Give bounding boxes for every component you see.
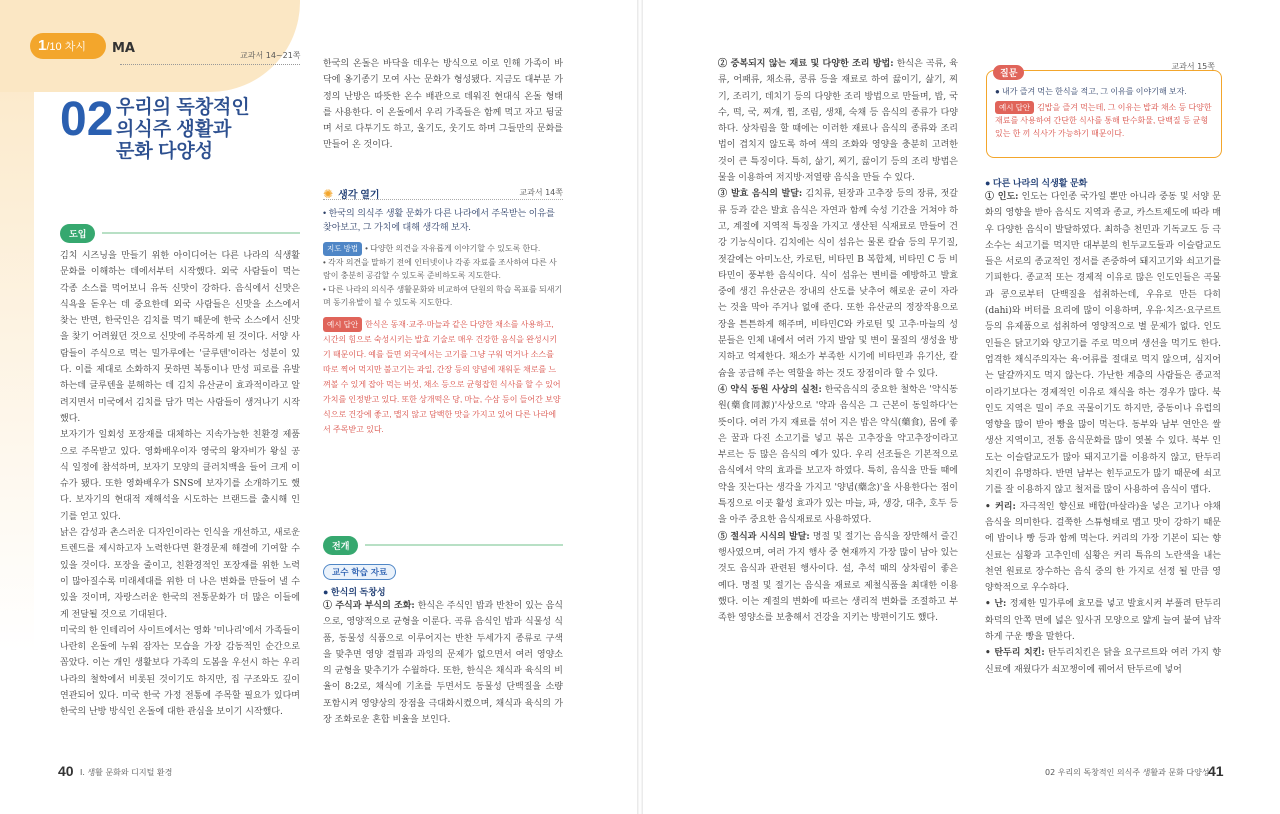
foreign-food-heading: ● 다른 나라의 식생활 문화 (985, 178, 1088, 188)
guide-line: • 각자 의견을 말하기 전에 인터넷이나 각종 자료를 조사하여 다른 사람이 충분히 공감할 수 있도록 준비하도록 지도한다. (323, 257, 557, 280)
think-answer (323, 317, 563, 437)
question-box (986, 62, 1222, 158)
hansik-item (323, 598, 563, 728)
question-answer (995, 101, 1215, 140)
foreign-item (985, 499, 1221, 597)
lightbulb-icon: ✺ (323, 187, 334, 201)
intro-tag: 도입 (60, 224, 95, 243)
hansik-heading: ● 한식의 독창성 (323, 587, 386, 597)
development-body (323, 560, 563, 728)
item-label: ① 인도: (985, 192, 1019, 202)
item-label: ⑤ 절식과 시식의 발달: (718, 531, 810, 542)
item-text: 명절 및 절기는 음식을 장만해서 즐긴 행사였으며, 여러 가지 행사 중 현재까지 가장 많이 남아 있는 것도 음식과 관련된 행사이다. 설, 추석 때의 상차림이 좋은 예다. 명절 및 절기는 음식을 재료로 제철식품을 최대한 이용했다. 이는 계절의 변화에 따르는 생리적 변화를 조절하고 부족한 영양소를 보충해서 건강을 지키는 방편이기도 했다. (718, 531, 958, 624)
think-box (323, 183, 563, 437)
intro-body (60, 248, 300, 721)
item-label: • 난: (985, 599, 1007, 610)
answer-text: 한식은 동재·교주·마늘과 같은 다양한 채소를 사용하고, 시간의 힘으로 숙성시키는 발효 기술로 매우 건강한 음식을 완성시키기 때문이다. 예를 들면 외국에서는 고기를 그냥 구워 먹거나 소스를 따로 찍어 먹지만 불고기는 과일, 간장 등의 양념에 재워둔 채로를 느껴볼 수 있게 잡아 먹는 버섯, 채소 등으로 균형잡힌 식사를 할 수 있어 가치를 인정받고 있다. 또한 상개떡은 당, 마늘, 수삼 등이 들어간 보양식으로 건강에 좋고, 맵지 않고 담백한 맛을 가지고 있어 다른 나라에서 주목받고 있다. (323, 319, 561, 434)
item-label: • 커리: (985, 501, 1016, 512)
book-gutter (637, 0, 643, 814)
col2-top-text (323, 56, 563, 154)
item-text: 한식은 곡류, 육류, 어패류, 채소류, 콩류 등을 재료로 하여 끓이기, 삶기, 찌기, 조리기, 데치기 등의 다양한 조리 방법으로 만들며, 밥, 국수, 떡, 국, 찌개, 찜, 조림, 생채, 숙채 등 음식의 종류가 다양하다. 상차림을 할 때에는 이러한 재료나 음식의 종류와 조리법이 겹치지 않도록 하여 색의 조화와 영양을 충분히 고려한 것이 큰 특징이다. 특히, 삶기, 찌기, 끓이기 등의 조리 방법은 물을 이용하여 저지방·저열량 음식을 만들 수 있다. (718, 59, 958, 184)
publisher-logo-icon: MA (112, 41, 135, 56)
lesson-badge (30, 33, 106, 59)
development-tag: 전개 (323, 536, 358, 555)
guide-text: • 다양한 의견을 자유롭게 이야기할 수 있도록 한다. (365, 244, 541, 253)
item-text: 한국음식의 중요한 철학은 '약식동원(藥食同源)'사상으로 '약과 음식은 그 근본이 동일하다'는 뜻이다. 여러 가지 재료를 섞어 지은 밥은 약식(藥食), 몸에 좋은 꿀과 다진 소고기를 넣고 볶은 고추장을 약고추장이라고 부르는 등 많은 음식의 예가 있다. 우리 선조들은 기본적으로 음식에서 약의 효과를 보고자 하였다. 특히, 음식을 만들 때에 약을 짓는다는 생각을 가지고 '양념(藥念)'을 사용한다는 점이 특징으로 이곳 활성 효과가 있는 마늘, 파, 생강, 대추, 호두 등을 아주 중요한 음식재료로 사용하였다. (718, 384, 959, 526)
page-title: 우리의 독창적인 의식주 생활과 문화 다양성 (116, 97, 250, 162)
think-header (323, 183, 563, 200)
answer-text: 김밥을 즐겨 먹는데, 그 이유는 밥과 채소 등 다양한 재료를 사용하여 간단한 식사를 통해 탄수화물, 단백질 등 균형 있는 한 끼 식사가 가능하기 때문이다. (995, 103, 1212, 138)
foreign-item (985, 596, 1221, 645)
answer-line (323, 317, 563, 437)
hansik-item (718, 56, 958, 186)
item-label: ③ 발효 음식의 발달: (718, 189, 803, 200)
guide-badge: 지도 방법 (323, 242, 362, 256)
textbook-ref-think: 교과서 14쪽 (519, 188, 563, 197)
item-text: 김치류, 된장과 고추장 등의 장류, 젓갈류 등과 같은 발효 음식은 자연과 함께 숙성 기간을 거쳐야 하고, 계절에 지역적 특징을 가지고 생산된 식재료로 만들어 건강 기능식이다. 김치에는 식이 섬유는 물론 칼슘 등의 무기질, 젓갈에는 아미노산, 카로틴, 비타민 B 복합체, 비타민 C 등 비타민이 풍부한 음식이다. 식이 섬유는 변비를 예방하고 발효 중에 생긴 유산균은 장내의 산도를 낮추어 해로운 균이 자라는 것을 막아 주거나 없애 준다. 또한 유산균의 정장작용으로 장을 튼튼하게 해주며, 비타민C와 카로틴 및 고추·마늘의 성분들은 인체 내에서 여러 가지 발암 및 변이 물질의 생성을 방지하고 억제한다. 채소가 부족한 시기에 비타민과 유기산, 칼슘을 공급해 주는 역할을 하는 것도 장점이라 할 수 있다. (718, 189, 958, 379)
intro-paragraph: 낡은 감성과 촌스러운 디자인이라는 인식을 개선하고, 새로운 트렌드를 제시하고자 노력한다면 환경문제 해결에 기여할 수 있을 것이다. 포장을 줄이고, 친환경적인 포장재를 위한 노력이 많아질수록 미래세대를 위한 더 나은 변화를 만들어 낼 수 있을 것이며, 자랑스러운 한국의 전통문화가 더 많은 이들에게 전달될 것으로 기대된다. (60, 528, 300, 620)
left-footer-text: Ⅰ. 생활 문화와 디지털 환경 (80, 768, 173, 777)
item-label: ④ 약식 동원 사상의 실천: (718, 384, 822, 395)
left-page-number: 40 (58, 763, 74, 779)
item-label: ② 중복되지 않는 재료 및 다양한 조리 방법: (718, 59, 894, 69)
item-text: 인도는 다인종 국가일 뿐만 아니라 중동 및 서양 문화의 영향을 받아 음식도 지역과 종교, 카스트제도에 따라 매우 다양한 음식이 발달하였다. 최하층 천민과 기독교도 등 극소수는 쇠고기를 먹지만 대부분의 힌두교도들과 이슬람교도들은 서로의 종교적인 정서를 존중하여 돼지고기와 쇠고기를 기피한다. 종교적 또는 경제적 이유로 많은 인도인들은 곡물과 콩으로부터 단백질을 섭취하는데, 우유로 만든 다히(dahi)와 버터를 요리에 많이 이용하며, 우유·치즈·요구르트 등의 유제품으로 섭취하여 영양적으로 별 문제가 없다. 인도인들은 닭고기와 양고기를 주로 먹으며 생선을 먹기도 한다. 엄격한 채식주의자는 육·어류를 절대로 먹지 않으며, 심지어는 달걀까지도 먹지 않는다. 가난한 계층의 사람들은 종교적이라기보다는 경제적인 이유로 채식을 하는 경우가 많다. 북인도 지역은 밀이 주요 곡물이기도 하지만, 중동이나 유럽의 영향을 많이 받아 빵을 많이 먹는다. 동부와 남부 연안은 쌀 생산 지역이고, 전통 음식문화를 많이 엿볼 수 있다. 북부 인도는 이슬람교도가 많아 돼지고기를 이용하지 않고, 탄두리치킨이 유명하다. 반면 남부는 힌두교도가 많기 때문에 쇠고기를 잘 이용하지 않고 철저를 많이 사용하여 음식이 맵다. (985, 192, 1221, 496)
item-text: 자극적인 향신료 배합(마살라)을 넣은 고기나 야채 음식을 의미한다. 걸쭉한 스튜형태로 맵고 맛이 강하기 때문에 밥이나 빵 등과 함께 먹는다. 커리의 가장 기본이 되는 향신료는 심황과 고추인데 심황은 커리 특유의 노란색을 내는 천연 원료로 장수하는 음식 중의 한 가지로 선정 될 만큼 영양학적으로 우수하다. (985, 501, 1221, 594)
answer-badge: 예시 답안 (995, 101, 1034, 114)
think-title: 생각 열기 (338, 190, 380, 201)
intro-paragraph: 보자기가 일회성 포장재를 대체하는 지속가능한 친환경 제품으로 주목받고 있다. 영화배우이자 영국의 왕자비가 왕실 공식 일정에 참석하며, 보자기 모양의 클러치백을 들어 크게 이슈가 됐다. 또한 영화배우가 SNS에 보자기를 소개하기도 했다. 보자기의 현대적 재해석을 시도하는 브랜드를 출시해 인기를 얻고 있다. (60, 430, 300, 522)
item-text: 정제한 밀가루에 효모를 넣고 발효시켜 부풀려 탄두리 화덕의 안쪽 면에 넓은 잎사귀 모양으로 얇게 늘여 붙여 납작하게 구운 빵을 말한다. (985, 599, 1222, 643)
section-number: 02 (60, 93, 114, 146)
intro-paragraph: 김치 시즈닝을 만들기 위한 아이디어는 다른 나라의 식생활 문화를 이해하는 데에서부터 시작했다. 외국 사람들이 먹는 각종 소스를 먹어보니 유독 신맛이 강하다. 음식에서 신맛은 식욕을 돋우는 데 중요한데 외국 사람들은 신맛을 소스에서 찾는 반면, 한국인은 김치를 먹기 때문에 한국 소스에서 신맛을 찾기 어려웠던 것으로 신맛에 주목하게 된 것이다. 서양 사람들이 주식으로 먹는 밀가루에는 '글루텐'이라는 성분이 있다. 이를 제대로 소화하지 못하면 복통이나 만성 피로를 유발하는데 글루텐을 분해하는 데 김치 유산균이 효과적이라고 알려지면서 미국에서 김치를 담가 먹는 사람들이 생겨나기 시작했다. (60, 251, 300, 424)
item-label: • 탄두리 치킨: (985, 648, 1045, 659)
right-page-number: 41 (1208, 763, 1224, 779)
lesson-total: /10 차시 (46, 41, 86, 53)
foreign-item (985, 645, 1221, 678)
col4-body (985, 176, 1221, 678)
guide-line: • 다른 나라의 의식주 생활문화와 비교하여 단원의 학습 목표를 되새기며 동기유발이 될 수 있도록 지도한다. (323, 284, 563, 307)
intro-paragraph: 미국의 한 인테리어 사이트에서는 영화 '미나리'에서 가족들이 나란히 온돌에 누워 잠자는 모습을 가장 감동적인 순간으로 꼽았다. 이는 개인 생활보다 가족의 도봄을 우선시 하는 우리 나라의 철학에서 비롯된 것이기도 하지만, 집 구조와도 깊이 연관되어 있다. 미국 한국 가정 전통에 주목할 필요가 있다며 한국의 난방 방식인 온돌에 대한 관심을 보이기 시작했다. (60, 625, 300, 718)
left-sidebar-band (0, 0, 34, 814)
col3-body (718, 56, 958, 626)
guide-line (323, 242, 563, 256)
teaching-material-pill: 교수 학습 자료 (323, 564, 396, 580)
hansik-item (718, 186, 958, 382)
question-tag: 질문 (993, 65, 1024, 80)
ondol-paragraph: 한국의 온돌은 바닥을 데우는 방식으로 이로 인해 가족이 바닥에 옹기종기 모여 사는 문화가 형성됐다. 지금도 대부분 가정의 난방은 따뜻한 온수 배관으로 데워진 현대식 온돌 형태를 사용한다. 이 온돌에서 우리 가족들은 함께 먹고 자고 뒹굴며 서로 다투기도 하고, 울기도, 웃기도 하며 그들만의 문화를 만들어 온 것이다. (323, 59, 563, 151)
right-footer-text: 02 우리의 독창적인 의식주 생활과 문화 다양성 (1045, 768, 1210, 777)
think-question: • 한국의 의식주 생활 문화가 다른 나라에서 주목받는 이유를 찾아보고, 그 가치에 대해 생각해 보자. (323, 208, 555, 232)
header-rule (120, 64, 300, 65)
answer-badge: 예시 답안 (323, 317, 362, 332)
item-label: ① 주식과 부식의 조화: (323, 601, 415, 611)
think-guide (323, 242, 563, 310)
hansik-item (718, 529, 958, 627)
intro-tag-rule (102, 232, 300, 234)
foreign-item (985, 189, 1221, 499)
question-text: ● 내가 즐겨 먹는 한식을 적고, 그 이유를 이야기해 보자. (995, 87, 1187, 96)
development-tag-rule (365, 544, 563, 546)
textbook-ref-box: 교과서 15쪽 (1171, 62, 1215, 71)
hansik-item (718, 382, 958, 529)
lesson-number: 1 (38, 37, 47, 54)
textbook-ref-left: 교과서 14~21쪽 (240, 51, 301, 60)
item-text: 한식은 주식인 밥과 반찬이 있는 음식으로, 영양적으로 균형을 이룬다. 곡류 음식인 밥과 식물성 식품, 동물성 식품으로 이루어지는 반찬 두세가지 종류로 구색을 맞추면 영양 결핍과 과잉의 문제가 없으면서 여러 영양소의 균형을 맞추기가 수월하다. 또한, 한식은 채식과 육식의 비율이 8:2로, 채식에 기초를 두면서도 동물성 단백질을 소량 포함시켜 영양상의 장점을 극대화시켰으며, 채식과 육식의 가장 조화로운 혼합 비율을 보인다. (323, 601, 563, 726)
item-text: 탄두리치킨은 닭을 요구르트와 여러 가지 향신료에 재웠다가 쇠꼬챙이에 꿰어서 탄두르에 넣어 (985, 648, 1221, 675)
